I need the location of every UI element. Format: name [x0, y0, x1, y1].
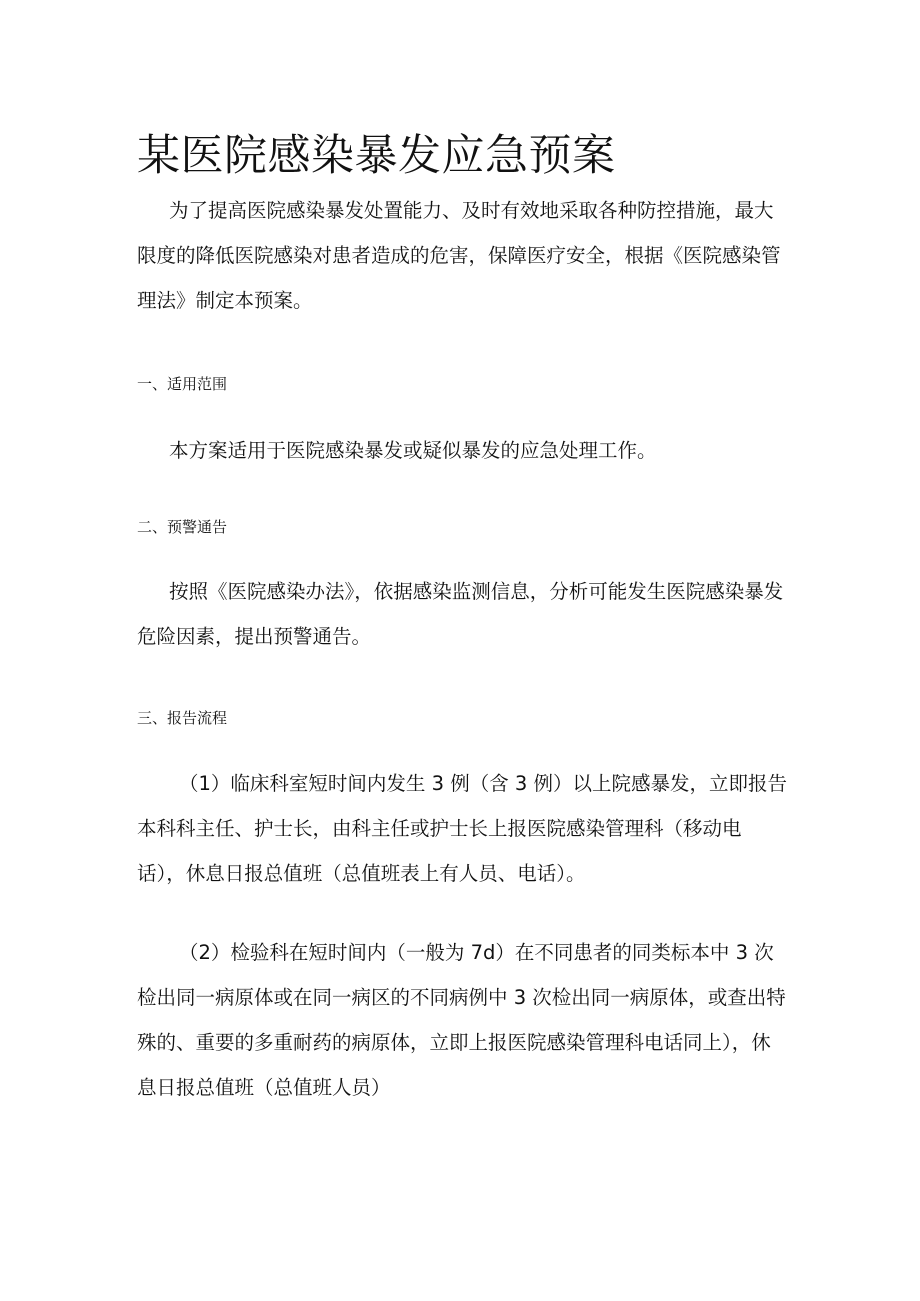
report-paragraph-1: （1）临床科室短时间内发生 3 例（含 3 例）以上院感暴发，立即报告本科科主任、护士长，由科主任或护士长上报医院感染管理科（移动电话），休息日报总值班（总值班表上有人员、电话）。 — [137, 772, 788, 885]
report-paragraph-2: （2）检验科在短时间内（一般为 7d）在不同患者的同类标本中 3 次检出同一病原体或在同一病区的不同病例中 3 次检出同一病原体，或查出特殊的、重要的多重耐药的病原体，立即上报医院感染管理科电话同上），休息日报总值班（总值班人员） — [137, 941, 786, 1099]
section-heading-scope: 一、适用范围 — [137, 375, 228, 393]
warning-paragraph: 按照《医院感染办法》，依据感染监测信息，分析可能发生医院感染暴发危险因素，提出预警通告。 — [137, 580, 784, 648]
section-heading-warning: 二、预警通告 — [137, 518, 228, 536]
scope-paragraph: 本方案适用于医院感染暴发或疑似暴发的应急处理工作。 — [169, 439, 657, 462]
intro-paragraph: 为了提高医院感染暴发处置能力、及时有效地采取各种防控措施，最大限度的降低医院感染对患者造成的危害，保障医疗安全，根据《医院感染管理法》制定本预案。 — [137, 199, 781, 312]
document-title: 某医院感染暴发应急预案 — [137, 131, 616, 181]
section-heading-report: 三、报告流程 — [137, 709, 228, 727]
